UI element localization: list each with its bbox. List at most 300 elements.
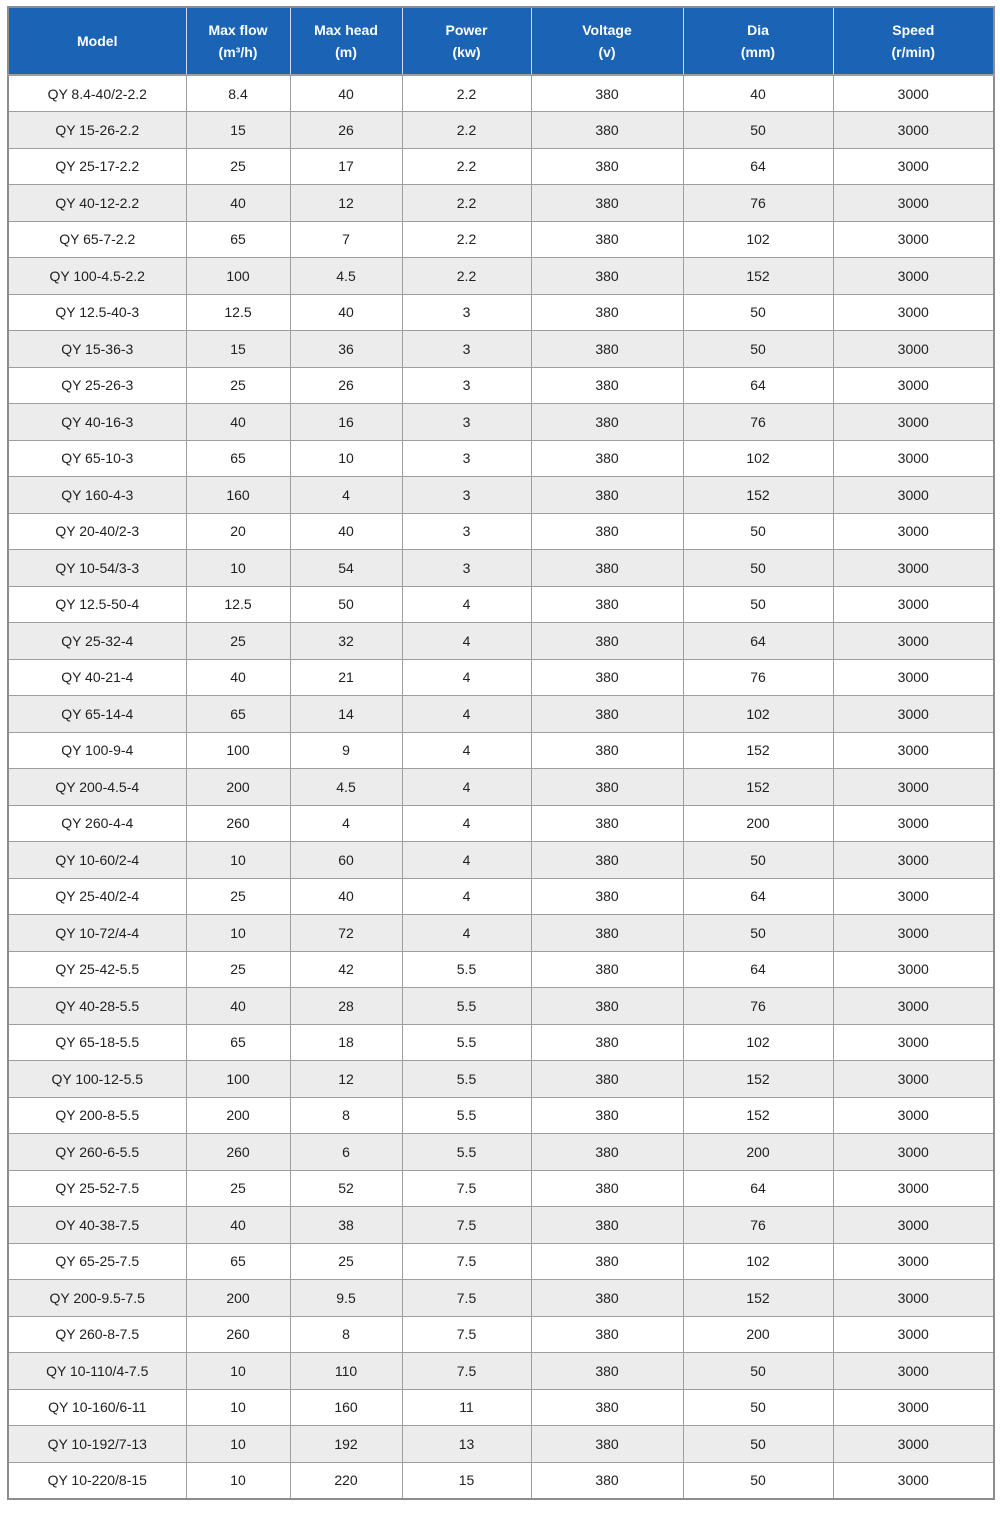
value-cell: 14 <box>290 696 402 733</box>
value-cell: 380 <box>531 148 683 185</box>
table-row <box>8 1061 994 1098</box>
value-cell: 260 <box>186 1316 290 1353</box>
column-header-speed <box>833 7 994 75</box>
value-cell: 64 <box>683 623 833 660</box>
column-header-dia <box>683 7 833 75</box>
value-cell: 3000 <box>833 659 994 696</box>
model-cell: QY 160-4-3 <box>8 477 186 514</box>
model-cell: QY 65-25-7.5 <box>8 1243 186 1280</box>
value-cell: 50 <box>683 331 833 368</box>
value-cell: 110 <box>290 1353 402 1390</box>
value-cell: 4 <box>402 915 531 952</box>
model-cell: QY 65-18-5.5 <box>8 1024 186 1061</box>
value-cell: 7 <box>290 221 402 258</box>
value-cell: 3000 <box>833 988 994 1025</box>
model-cell: QY 65-14-4 <box>8 696 186 733</box>
value-cell: 3000 <box>833 842 994 879</box>
table-row <box>8 951 994 988</box>
value-cell: 380 <box>531 440 683 477</box>
value-cell: 100 <box>186 1061 290 1098</box>
value-cell: 3000 <box>833 586 994 623</box>
value-cell: 28 <box>290 988 402 1025</box>
value-cell: 2.2 <box>402 112 531 149</box>
column-header-unit: (r/min) <box>891 44 936 60</box>
value-cell: 3 <box>402 513 531 550</box>
table-row <box>8 404 994 441</box>
model-cell: QY 25-32-4 <box>8 623 186 660</box>
value-cell: 12 <box>290 185 402 222</box>
table-row <box>8 148 994 185</box>
value-cell: 50 <box>683 1426 833 1463</box>
value-cell: 3000 <box>833 513 994 550</box>
value-cell: 50 <box>683 842 833 879</box>
value-cell: 380 <box>531 805 683 842</box>
value-cell: 3000 <box>833 732 994 769</box>
column-header-max-flow <box>186 7 290 75</box>
column-header-max-head <box>290 7 402 75</box>
value-cell: 4 <box>290 477 402 514</box>
value-cell: 102 <box>683 1024 833 1061</box>
value-cell: 12 <box>290 1061 402 1098</box>
value-cell: 21 <box>290 659 402 696</box>
value-cell: 36 <box>290 331 402 368</box>
value-cell: 25 <box>290 1243 402 1280</box>
value-cell: 50 <box>683 1353 833 1390</box>
value-cell: 38 <box>290 1207 402 1244</box>
value-cell: 5.5 <box>402 951 531 988</box>
value-cell: 3 <box>402 550 531 587</box>
table-row <box>8 1207 994 1244</box>
column-header-label: Model <box>77 32 118 49</box>
column-header-unit: (v) <box>598 44 616 60</box>
model-cell: QY 10-220/8-15 <box>8 1462 186 1499</box>
table-row <box>8 550 994 587</box>
value-cell: 20 <box>186 513 290 550</box>
value-cell: 4 <box>290 805 402 842</box>
value-cell: 380 <box>531 623 683 660</box>
value-cell: 40 <box>290 294 402 331</box>
model-cell: QY 200-8-5.5 <box>8 1097 186 1134</box>
header-row <box>8 7 994 75</box>
value-cell: 12.5 <box>186 586 290 623</box>
value-cell: 60 <box>290 842 402 879</box>
value-cell: 380 <box>531 1170 683 1207</box>
value-cell: 2.2 <box>402 185 531 222</box>
table-row <box>8 988 994 1025</box>
value-cell: 380 <box>531 732 683 769</box>
value-cell: 3000 <box>833 1024 994 1061</box>
value-cell: 40 <box>186 988 290 1025</box>
value-cell: 52 <box>290 1170 402 1207</box>
value-cell: 7.5 <box>402 1170 531 1207</box>
value-cell: 160 <box>290 1389 402 1426</box>
table-row <box>8 586 994 623</box>
value-cell: 380 <box>531 586 683 623</box>
value-cell: 3000 <box>833 1462 994 1499</box>
table-body <box>8 75 994 1499</box>
value-cell: 10 <box>186 1426 290 1463</box>
value-cell: 100 <box>186 258 290 295</box>
value-cell: 152 <box>683 769 833 806</box>
value-cell: 380 <box>531 1426 683 1463</box>
value-cell: 152 <box>683 1061 833 1098</box>
value-cell: 10 <box>186 1353 290 1390</box>
value-cell: 40 <box>290 75 402 112</box>
value-cell: 8.4 <box>186 75 290 112</box>
value-cell: 3000 <box>833 951 994 988</box>
value-cell: 4 <box>402 878 531 915</box>
value-cell: 4 <box>402 659 531 696</box>
table-row <box>8 331 994 368</box>
column-header-unit: (m³/h) <box>218 44 258 60</box>
value-cell: 6 <box>290 1134 402 1171</box>
value-cell: 3000 <box>833 367 994 404</box>
value-cell: 40 <box>186 185 290 222</box>
model-cell: QY 65-7-2.2 <box>8 221 186 258</box>
value-cell: 8 <box>290 1097 402 1134</box>
value-cell: 3000 <box>833 294 994 331</box>
value-cell: 3000 <box>833 477 994 514</box>
value-cell: 25 <box>186 951 290 988</box>
value-cell: 4 <box>402 842 531 879</box>
value-cell: 3000 <box>833 1316 994 1353</box>
value-cell: 380 <box>531 696 683 733</box>
value-cell: 10 <box>186 842 290 879</box>
table-row <box>8 915 994 952</box>
column-header-voltage <box>531 7 683 75</box>
value-cell: 7.5 <box>402 1316 531 1353</box>
value-cell: 7.5 <box>402 1280 531 1317</box>
table-row <box>8 623 994 660</box>
value-cell: 65 <box>186 1243 290 1280</box>
value-cell: 5.5 <box>402 988 531 1025</box>
value-cell: 4 <box>402 696 531 733</box>
value-cell: 50 <box>683 550 833 587</box>
value-cell: 64 <box>683 878 833 915</box>
value-cell: 9.5 <box>290 1280 402 1317</box>
value-cell: 4 <box>402 732 531 769</box>
model-cell: QY 200-9.5-7.5 <box>8 1280 186 1317</box>
model-cell: QY 40-12-2.2 <box>8 185 186 222</box>
value-cell: 25 <box>186 878 290 915</box>
table-row <box>8 1243 994 1280</box>
model-cell: QY 12.5-50-4 <box>8 586 186 623</box>
model-cell: QY 12.5-40-3 <box>8 294 186 331</box>
value-cell: 15 <box>186 112 290 149</box>
table-row <box>8 185 994 222</box>
value-cell: 76 <box>683 659 833 696</box>
value-cell: 11 <box>402 1389 531 1426</box>
value-cell: 3000 <box>833 1426 994 1463</box>
value-cell: 32 <box>290 623 402 660</box>
value-cell: 40 <box>186 659 290 696</box>
value-cell: 40 <box>290 878 402 915</box>
table-row <box>8 769 994 806</box>
value-cell: 200 <box>186 769 290 806</box>
column-header-label: Dia <box>747 21 769 38</box>
pump-spec-table-container <box>7 6 995 1500</box>
column-header-label: Power <box>445 21 488 38</box>
value-cell: 260 <box>186 1134 290 1171</box>
table-row <box>8 1024 994 1061</box>
value-cell: 76 <box>683 1207 833 1244</box>
value-cell: 3000 <box>833 1353 994 1390</box>
table-row <box>8 1170 994 1207</box>
value-cell: 15 <box>402 1462 531 1499</box>
value-cell: 4 <box>402 769 531 806</box>
model-cell: QY 20-40/2-3 <box>8 513 186 550</box>
model-cell: QY 10-72/4-4 <box>8 915 186 952</box>
value-cell: 380 <box>531 550 683 587</box>
value-cell: 10 <box>186 915 290 952</box>
value-cell: 152 <box>683 732 833 769</box>
value-cell: 26 <box>290 367 402 404</box>
value-cell: 3000 <box>833 915 994 952</box>
table-row <box>8 1353 994 1390</box>
value-cell: 3000 <box>833 696 994 733</box>
value-cell: 64 <box>683 148 833 185</box>
value-cell: 380 <box>531 1061 683 1098</box>
model-cell: QY 100-4.5-2.2 <box>8 258 186 295</box>
value-cell: 17 <box>290 148 402 185</box>
model-cell: QY 15-26-2.2 <box>8 112 186 149</box>
table-row <box>8 659 994 696</box>
value-cell: 380 <box>531 842 683 879</box>
model-cell: QY 25-17-2.2 <box>8 148 186 185</box>
column-header-power <box>402 7 531 75</box>
value-cell: 380 <box>531 1243 683 1280</box>
value-cell: 102 <box>683 440 833 477</box>
pump-spec-table <box>7 6 995 1500</box>
value-cell: 16 <box>290 404 402 441</box>
value-cell: 200 <box>186 1097 290 1134</box>
value-cell: 3000 <box>833 1170 994 1207</box>
value-cell: 380 <box>531 221 683 258</box>
value-cell: 65 <box>186 1024 290 1061</box>
value-cell: 102 <box>683 696 833 733</box>
table-row <box>8 75 994 112</box>
table-row <box>8 112 994 149</box>
value-cell: 40 <box>186 1207 290 1244</box>
table-row <box>8 842 994 879</box>
value-cell: 380 <box>531 367 683 404</box>
value-cell: 380 <box>531 1316 683 1353</box>
value-cell: 380 <box>531 185 683 222</box>
value-cell: 3000 <box>833 1280 994 1317</box>
value-cell: 4.5 <box>290 769 402 806</box>
value-cell: 2.2 <box>402 221 531 258</box>
model-cell: QY 100-12-5.5 <box>8 1061 186 1098</box>
value-cell: 25 <box>186 367 290 404</box>
value-cell: 25 <box>186 1170 290 1207</box>
value-cell: 200 <box>186 1280 290 1317</box>
table-row <box>8 1389 994 1426</box>
value-cell: 380 <box>531 1024 683 1061</box>
column-header-label: Max head <box>314 21 378 38</box>
model-cell: QY 8.4-40/2-2.2 <box>8 75 186 112</box>
column-header-unit: (kw) <box>452 44 481 60</box>
model-cell: QY 200-4.5-4 <box>8 769 186 806</box>
value-cell: 50 <box>683 1462 833 1499</box>
value-cell: 5.5 <box>402 1024 531 1061</box>
model-cell: QY 25-42-5.5 <box>8 951 186 988</box>
value-cell: 40 <box>290 513 402 550</box>
value-cell: 3 <box>402 440 531 477</box>
value-cell: 25 <box>186 623 290 660</box>
value-cell: 152 <box>683 477 833 514</box>
table-row <box>8 1134 994 1171</box>
value-cell: 4 <box>402 623 531 660</box>
value-cell: 50 <box>683 294 833 331</box>
model-cell: QY 40-28-5.5 <box>8 988 186 1025</box>
value-cell: 2.2 <box>402 148 531 185</box>
value-cell: 380 <box>531 1353 683 1390</box>
value-cell: 380 <box>531 1280 683 1317</box>
model-cell: QY 40-21-4 <box>8 659 186 696</box>
value-cell: 64 <box>683 1170 833 1207</box>
model-cell: QY 15-36-3 <box>8 331 186 368</box>
model-cell: OY 40-38-7.5 <box>8 1207 186 1244</box>
value-cell: 220 <box>290 1462 402 1499</box>
value-cell: 200 <box>683 1316 833 1353</box>
value-cell: 2.2 <box>402 258 531 295</box>
value-cell: 380 <box>531 951 683 988</box>
value-cell: 10 <box>186 550 290 587</box>
value-cell: 3000 <box>833 1097 994 1134</box>
value-cell: 3000 <box>833 769 994 806</box>
value-cell: 3 <box>402 294 531 331</box>
value-cell: 380 <box>531 112 683 149</box>
value-cell: 3000 <box>833 331 994 368</box>
table-row <box>8 258 994 295</box>
value-cell: 3000 <box>833 221 994 258</box>
model-cell: QY 25-52-7.5 <box>8 1170 186 1207</box>
value-cell: 50 <box>683 1389 833 1426</box>
model-cell: QY 100-9-4 <box>8 732 186 769</box>
value-cell: 3000 <box>833 1243 994 1280</box>
table-row <box>8 696 994 733</box>
column-header-label: Voltage <box>582 21 632 38</box>
value-cell: 4.5 <box>290 258 402 295</box>
table-row <box>8 878 994 915</box>
value-cell: 3 <box>402 404 531 441</box>
value-cell: 65 <box>186 696 290 733</box>
value-cell: 10 <box>186 1462 290 1499</box>
value-cell: 3000 <box>833 75 994 112</box>
model-cell: QY 260-8-7.5 <box>8 1316 186 1353</box>
model-cell: QY 260-4-4 <box>8 805 186 842</box>
value-cell: 3000 <box>833 1389 994 1426</box>
value-cell: 15 <box>186 331 290 368</box>
value-cell: 3000 <box>833 148 994 185</box>
value-cell: 5.5 <box>402 1134 531 1171</box>
value-cell: 13 <box>402 1426 531 1463</box>
value-cell: 102 <box>683 1243 833 1280</box>
value-cell: 7.5 <box>402 1207 531 1244</box>
value-cell: 3000 <box>833 1061 994 1098</box>
value-cell: 152 <box>683 1097 833 1134</box>
value-cell: 152 <box>683 258 833 295</box>
value-cell: 3000 <box>833 404 994 441</box>
value-cell: 18 <box>290 1024 402 1061</box>
column-header-unit: (m) <box>335 44 357 60</box>
value-cell: 3000 <box>833 805 994 842</box>
value-cell: 380 <box>531 659 683 696</box>
table-row <box>8 732 994 769</box>
value-cell: 380 <box>531 988 683 1025</box>
table-row <box>8 1280 994 1317</box>
value-cell: 10 <box>186 1389 290 1426</box>
value-cell: 26 <box>290 112 402 149</box>
value-cell: 3000 <box>833 112 994 149</box>
value-cell: 5.5 <box>402 1097 531 1134</box>
value-cell: 2.2 <box>402 75 531 112</box>
model-cell: QY 10-110/4-7.5 <box>8 1353 186 1390</box>
value-cell: 380 <box>531 1462 683 1499</box>
column-header-unit: (mm) <box>740 44 776 60</box>
value-cell: 64 <box>683 367 833 404</box>
value-cell: 9 <box>290 732 402 769</box>
value-cell: 72 <box>290 915 402 952</box>
value-cell: 8 <box>290 1316 402 1353</box>
value-cell: 25 <box>186 148 290 185</box>
value-cell: 50 <box>683 112 833 149</box>
model-cell: QY 40-16-3 <box>8 404 186 441</box>
value-cell: 380 <box>531 769 683 806</box>
value-cell: 200 <box>683 805 833 842</box>
value-cell: 200 <box>683 1134 833 1171</box>
value-cell: 380 <box>531 294 683 331</box>
value-cell: 50 <box>683 586 833 623</box>
value-cell: 260 <box>186 805 290 842</box>
value-cell: 380 <box>531 75 683 112</box>
value-cell: 160 <box>186 477 290 514</box>
value-cell: 76 <box>683 404 833 441</box>
value-cell: 42 <box>290 951 402 988</box>
table-row <box>8 805 994 842</box>
value-cell: 3000 <box>833 258 994 295</box>
table-header <box>8 7 994 75</box>
value-cell: 7.5 <box>402 1353 531 1390</box>
value-cell: 40 <box>186 404 290 441</box>
model-cell: QY 25-40/2-4 <box>8 878 186 915</box>
column-header-label: Max flow <box>208 21 268 38</box>
model-cell: QY 10-160/6-11 <box>8 1389 186 1426</box>
value-cell: 380 <box>531 1389 683 1426</box>
table-row <box>8 1097 994 1134</box>
table-row <box>8 440 994 477</box>
value-cell: 152 <box>683 1280 833 1317</box>
value-cell: 3 <box>402 477 531 514</box>
value-cell: 3000 <box>833 878 994 915</box>
value-cell: 3000 <box>833 1134 994 1171</box>
value-cell: 3000 <box>833 185 994 222</box>
table-row <box>8 1426 994 1463</box>
model-cell: QY 10-54/3-3 <box>8 550 186 587</box>
value-cell: 54 <box>290 550 402 587</box>
value-cell: 192 <box>290 1426 402 1463</box>
value-cell: 380 <box>531 404 683 441</box>
value-cell: 40 <box>683 75 833 112</box>
value-cell: 4 <box>402 586 531 623</box>
table-row <box>8 294 994 331</box>
value-cell: 380 <box>531 477 683 514</box>
value-cell: 3000 <box>833 1207 994 1244</box>
column-header-label: Speed <box>892 21 935 38</box>
value-cell: 3 <box>402 331 531 368</box>
value-cell: 50 <box>683 915 833 952</box>
table-row <box>8 367 994 404</box>
